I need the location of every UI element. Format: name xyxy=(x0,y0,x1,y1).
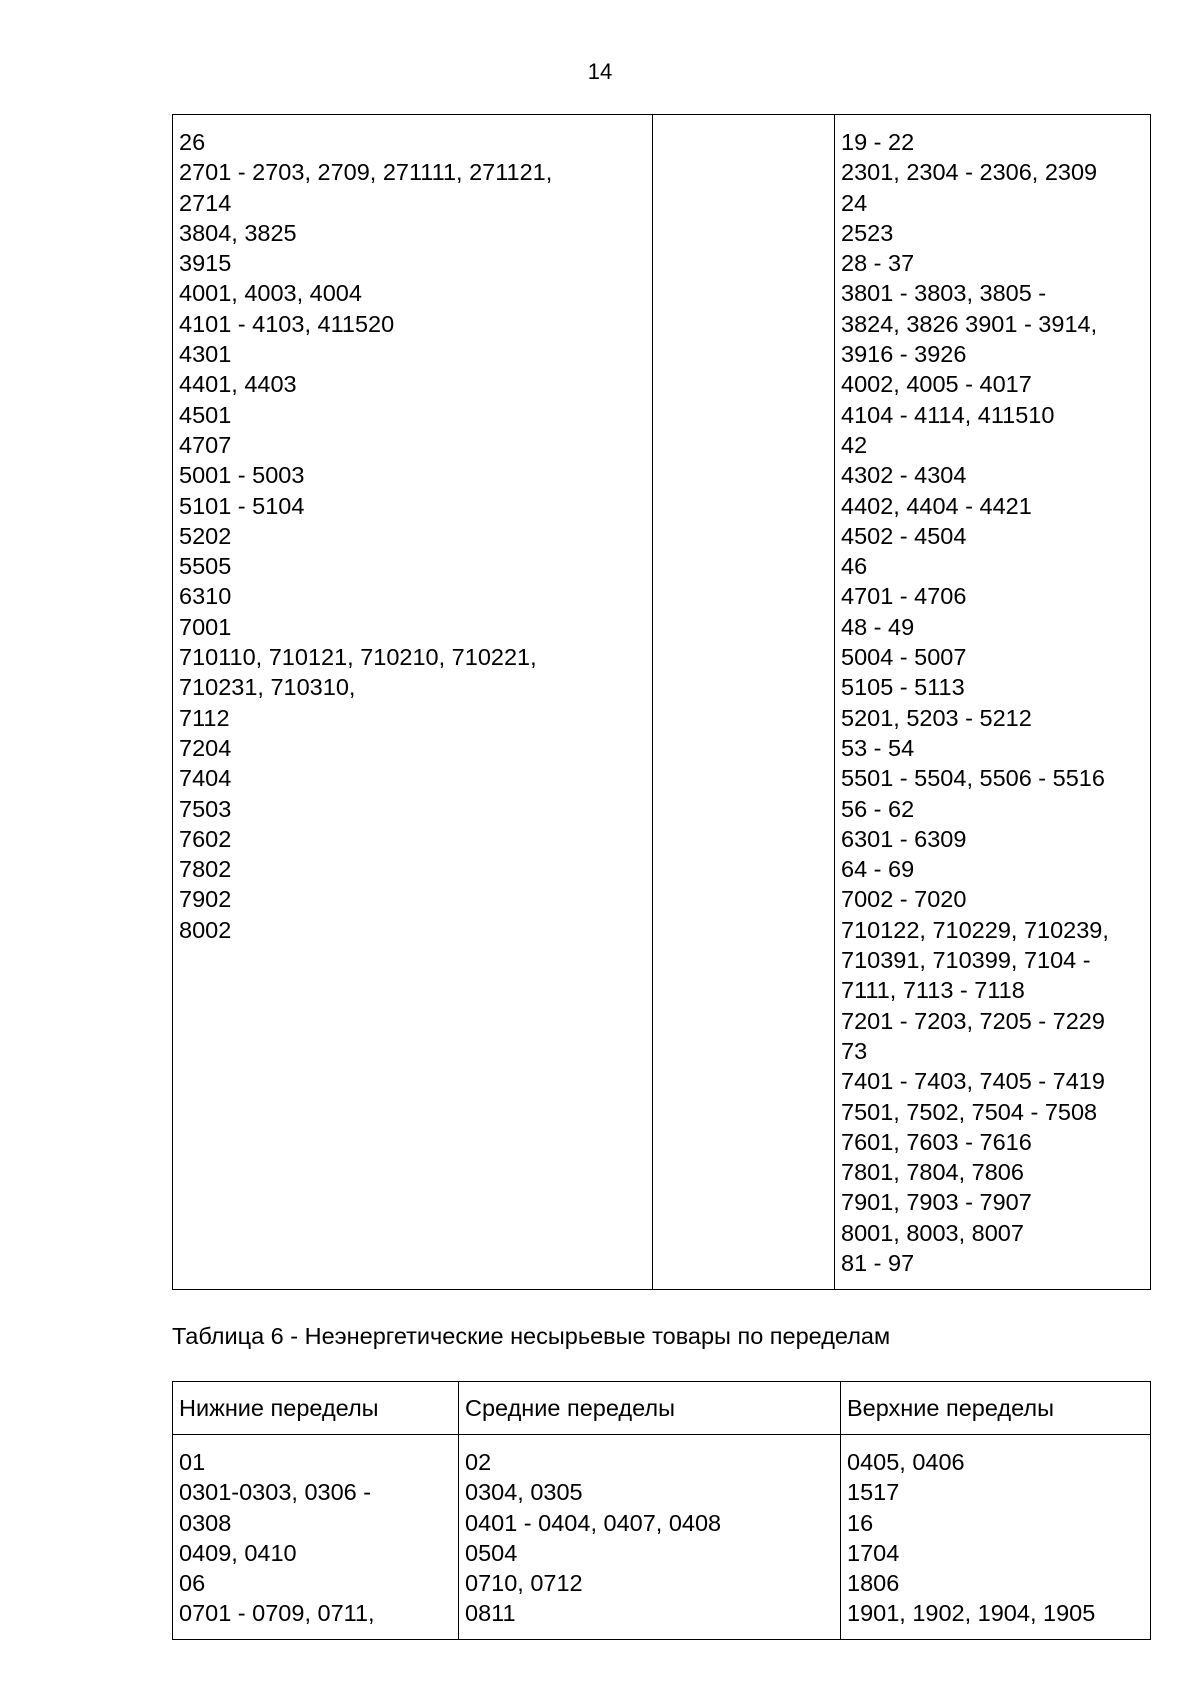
code-line: 26 xyxy=(179,129,206,155)
code-line: 7111, 7113 - 7118 xyxy=(841,977,1025,1004)
code-line: 4301 xyxy=(179,341,232,368)
code-line: 06 xyxy=(179,1570,206,1597)
header-middle-stages: Средние переделы xyxy=(465,1395,676,1421)
code-line: 7001 xyxy=(179,613,232,640)
table-cell-right xyxy=(835,115,1151,1290)
code-line: 4502 - 4504 xyxy=(841,522,967,549)
table-cell-middle xyxy=(653,115,835,1290)
code-line: 7404 xyxy=(179,765,232,792)
table-row xyxy=(173,115,1151,1290)
table-6 xyxy=(172,1381,1151,1640)
code-line: 46 xyxy=(841,553,868,580)
code-line: 7401 - 7403, 7405 - 7419 xyxy=(841,1068,1105,1095)
code-line: 4402, 4404 - 4421 xyxy=(841,492,1032,519)
code-line: 5101 - 5104 xyxy=(179,492,305,519)
code-line: 24 xyxy=(841,189,868,216)
code-line: 2523 xyxy=(841,219,894,246)
code-line: 3801 - 3803, 3805 - xyxy=(841,280,1047,307)
code-line: 7204 xyxy=(179,734,232,761)
code-line: 3824, 3826 3901 - 3914, xyxy=(841,310,1098,337)
code-line: 6301 - 6309 xyxy=(841,825,967,852)
table-cell-lower xyxy=(173,1435,459,1640)
code-line: 7503 xyxy=(179,795,232,822)
code-line: 16 xyxy=(847,1509,874,1536)
code-line: 0811 xyxy=(465,1600,516,1627)
code-line: 0701 - 0709, 0711, xyxy=(179,1600,375,1627)
code-line: 5202 xyxy=(179,522,232,549)
code-line: 0401 - 0404, 0407, 0408 xyxy=(465,1509,722,1536)
code-line: 3804, 3825 xyxy=(179,219,297,246)
code-line: 1806 xyxy=(847,1570,900,1597)
header-upper-stages: Верхние переделы xyxy=(847,1395,1055,1421)
code-line: 0308 xyxy=(179,1509,232,1536)
code-line: 48 - 49 xyxy=(841,613,915,640)
code-line: 7201 - 7203, 7205 - 7229 xyxy=(841,1007,1105,1034)
code-line: 4101 - 4103, 411520 xyxy=(179,310,395,337)
code-line: 5505 xyxy=(179,553,232,580)
header-cell-middle xyxy=(459,1382,841,1435)
code-list-middle xyxy=(459,1435,840,1639)
code-line: 3916 - 3926 xyxy=(841,341,967,368)
code-line: 01 xyxy=(179,1449,206,1475)
code-line: 7801, 7804, 7806 xyxy=(841,1159,1024,1186)
code-line: 53 - 54 xyxy=(841,734,915,761)
table-5-continuation xyxy=(172,114,1151,1290)
code-line: 0405, 0406 xyxy=(847,1449,965,1475)
code-line: 710231, 710310, xyxy=(179,674,356,701)
code-line: 5105 - 5113 xyxy=(841,674,965,701)
code-line: 4401, 4403 xyxy=(179,371,297,398)
code-line: 5001 - 5003 xyxy=(179,462,305,489)
code-line: 7901, 7903 - 7907 xyxy=(841,1189,1032,1216)
code-line: 0504 xyxy=(465,1539,518,1566)
code-line: 0710, 0712 xyxy=(465,1570,583,1597)
code-line: 2301, 2304 - 2306, 2309 xyxy=(841,159,1098,186)
code-line: 5201, 5203 - 5212 xyxy=(841,704,1032,731)
code-line: 0304, 0305 xyxy=(465,1479,583,1506)
table-6-caption: Таблица 6 - Неэнергетические несырьевые товары по переделам xyxy=(172,1323,891,1349)
code-line: 4707 xyxy=(179,431,232,458)
code-line: 42 xyxy=(841,431,868,458)
code-line: 28 - 37 xyxy=(841,250,915,277)
code-line: 02 xyxy=(465,1449,492,1475)
code-line: 1704 xyxy=(847,1539,900,1566)
code-line: 7501, 7502, 7504 - 7508 xyxy=(841,1098,1098,1125)
code-line: 5501 - 5504, 5506 - 5516 xyxy=(841,765,1105,792)
code-line: 4302 - 4304 xyxy=(841,462,967,489)
page-number: 14 xyxy=(587,59,613,84)
code-line: 73 xyxy=(841,1037,868,1064)
code-line: 710110, 710121, 710210, 710221, xyxy=(179,644,537,671)
code-list-left xyxy=(173,115,652,955)
code-line: 8001, 8003, 8007 xyxy=(841,1219,1024,1246)
code-line: 2714 xyxy=(179,189,232,216)
code-line: 81 - 97 xyxy=(841,1249,915,1276)
code-line: 3915 xyxy=(179,250,232,277)
header-lower-stages: Нижние переделы xyxy=(179,1395,379,1421)
code-line: 1901, 1902, 1904, 1905 xyxy=(847,1600,1096,1627)
code-line: 64 - 69 xyxy=(841,856,915,883)
code-line: 4701 - 4706 xyxy=(841,583,967,610)
code-line: 0301-0303, 0306 - xyxy=(179,1479,372,1506)
code-line: 4001, 4003, 4004 xyxy=(179,280,362,307)
code-line: 4501 xyxy=(179,401,232,428)
code-line: 1517 xyxy=(847,1479,900,1506)
table-header-row xyxy=(173,1382,1151,1435)
code-line: 56 - 62 xyxy=(841,795,915,822)
code-line: 6310 xyxy=(179,583,232,610)
code-line: 7602 xyxy=(179,825,232,852)
table-cell-middle xyxy=(459,1435,841,1640)
code-line: 7112 xyxy=(179,704,230,731)
code-list-right xyxy=(835,115,1150,1288)
table-cell-left xyxy=(173,115,653,1290)
code-list-upper xyxy=(841,1435,1150,1639)
header-cell-lower xyxy=(173,1382,459,1435)
code-line: 0409, 0410 xyxy=(179,1539,297,1566)
table-cell-upper xyxy=(841,1435,1151,1640)
code-line: 710122, 710229, 710239, xyxy=(841,916,1109,943)
code-line: 19 - 22 xyxy=(841,129,915,155)
code-list-middle xyxy=(653,115,834,137)
header-cell-upper xyxy=(841,1382,1151,1435)
code-line: 710391, 710399, 7104 - xyxy=(841,947,1091,974)
table-row xyxy=(173,1435,1151,1640)
code-line: 4104 - 4114, 411510 xyxy=(841,401,1055,428)
code-line: 7002 - 7020 xyxy=(841,886,967,913)
code-list-lower xyxy=(173,1435,458,1639)
code-line: 4002, 4005 - 4017 xyxy=(841,371,1032,398)
code-line: 5004 - 5007 xyxy=(841,644,967,671)
code-line: 2701 - 2703, 2709, 271111, 271121, xyxy=(179,159,553,186)
code-line: 7802 xyxy=(179,856,232,883)
code-line: 7601, 7603 - 7616 xyxy=(841,1128,1032,1155)
code-line: 8002 xyxy=(179,916,232,943)
code-line: 7902 xyxy=(179,886,232,913)
